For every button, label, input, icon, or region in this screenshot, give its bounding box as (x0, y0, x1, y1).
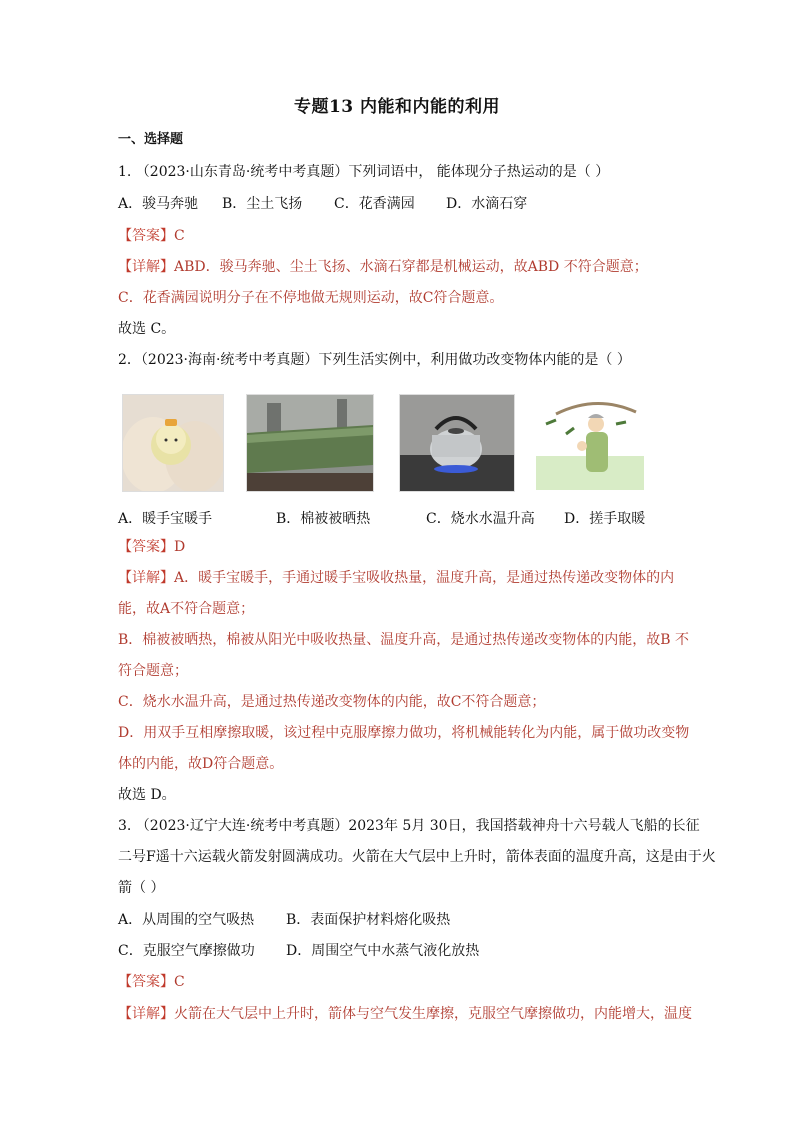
q3-options-row2 (118, 941, 479, 961)
q2-answer (118, 537, 185, 557)
q2-option-a: A．暖手宝暖手 (118, 511, 213, 527)
q2-conclusion: 故选 D。 (118, 787, 176, 803)
q2-detail-3: B．棉被被晒热，棉被从阳光中吸收热量、温度升高，是通过热传递改变物体的内能，故B 不 (118, 632, 690, 648)
section-heading: 一、选择题 (118, 132, 184, 147)
page-title: 专题13 内能和内能的利用 (293, 97, 501, 117)
q3-option-b: B．表面保护材料熔化吸热 (286, 912, 451, 928)
q2-detail-5: C．烧水水温升高，是通过热传递改变物体的内能，故C不符合题意； (118, 694, 546, 710)
q3-option-a: A．从周围的空气吸热 (118, 912, 255, 928)
q2-option-c: C．烧水水温升高 (426, 511, 535, 527)
answer-value: D (174, 539, 186, 555)
q3-options-row1 (118, 910, 450, 930)
q2-option-d: D．搓手取暖 (564, 511, 646, 527)
detail-label: 【详解】 (118, 1006, 174, 1022)
q1-conclusion: 故选 C。 (118, 321, 176, 337)
q3-option-d: D．周围空气中水蒸气液化放热 (286, 943, 480, 959)
rubbing-hands-image (536, 394, 644, 490)
kettle-image (399, 394, 515, 492)
q1-options (118, 194, 527, 214)
q3-stem-3: 箭（ ） (118, 880, 165, 896)
q1-stem: 1. （2023·山东青岛·统考中考真题）下列词语中， 能体现分子热运动的是（ ） (118, 164, 610, 180)
q1-option-d: D．水滴石穿 (446, 196, 528, 212)
q2-detail-2: 能，故A不符合题意； (118, 601, 255, 617)
quilt-drying-image (246, 394, 374, 492)
q3-answer (118, 972, 185, 992)
q1-option-b: B．尘土飞扬 (222, 196, 303, 212)
detail-label: 【详解】 (118, 570, 174, 586)
q1-option-a: A．骏马奔驰 (118, 196, 199, 212)
q2-detail-1: 【详解】A．暖手宝暖手，手通过暖手宝吸收热量，温度升高，是通过热传递改变物体的内 (118, 570, 675, 586)
q1-detail-1: 【详解】ABD．骏马奔驰、尘土飞扬、水滴石穿都是机械运动，故ABD 不符合题意； (118, 259, 648, 275)
q1-answer (118, 226, 185, 246)
q3-option-c: C．克服空气摩擦做功 (118, 943, 255, 959)
answer-value: C (174, 228, 185, 244)
q1-detail-2: C．花香满园说明分子在不停地做无规则运动，故C符合题意。 (118, 290, 504, 306)
answer-label: 【答案】 (118, 974, 174, 990)
hand-warmer-image (122, 394, 224, 492)
q1-option-c: C．花香满园 (334, 196, 415, 212)
answer-value: C (174, 974, 185, 990)
q2-option-b: B．棉被被晒热 (276, 511, 371, 527)
answer-label: 【答案】 (118, 539, 174, 555)
detail-label: 【详解】 (118, 259, 174, 275)
q3-stem-1: 3. （2023·辽宁大连·统考中考真题）2023年 5月 30日，我国搭载神舟十六号载人飞船的长征 (118, 818, 700, 834)
q3-stem-2: 二号F遥十六运载火箭发射圆满成功。火箭在大气层中上升时，箭体表面的温度升高，这是由于火 (118, 849, 716, 865)
q2-stem: 2．（2023·海南·统考中考真题）下列生活实例中，利用做功改变物体内能的是（ ） (118, 352, 631, 368)
q2-detail-6: D．用双手互相摩擦取暖，该过程中克服摩擦力做功，将机械能转化为内能，属于做功改变物 (118, 725, 690, 741)
q2-detail-4: 符合题意； (118, 663, 188, 679)
answer-label: 【答案】 (118, 228, 174, 244)
q3-detail-1: 【详解】火箭在大气层中上升时，箭体与空气发生摩擦，克服空气摩擦做功，内能增大，温度 (118, 1006, 692, 1022)
q2-detail-7: 体的内能，故D符合题意。 (118, 756, 284, 772)
